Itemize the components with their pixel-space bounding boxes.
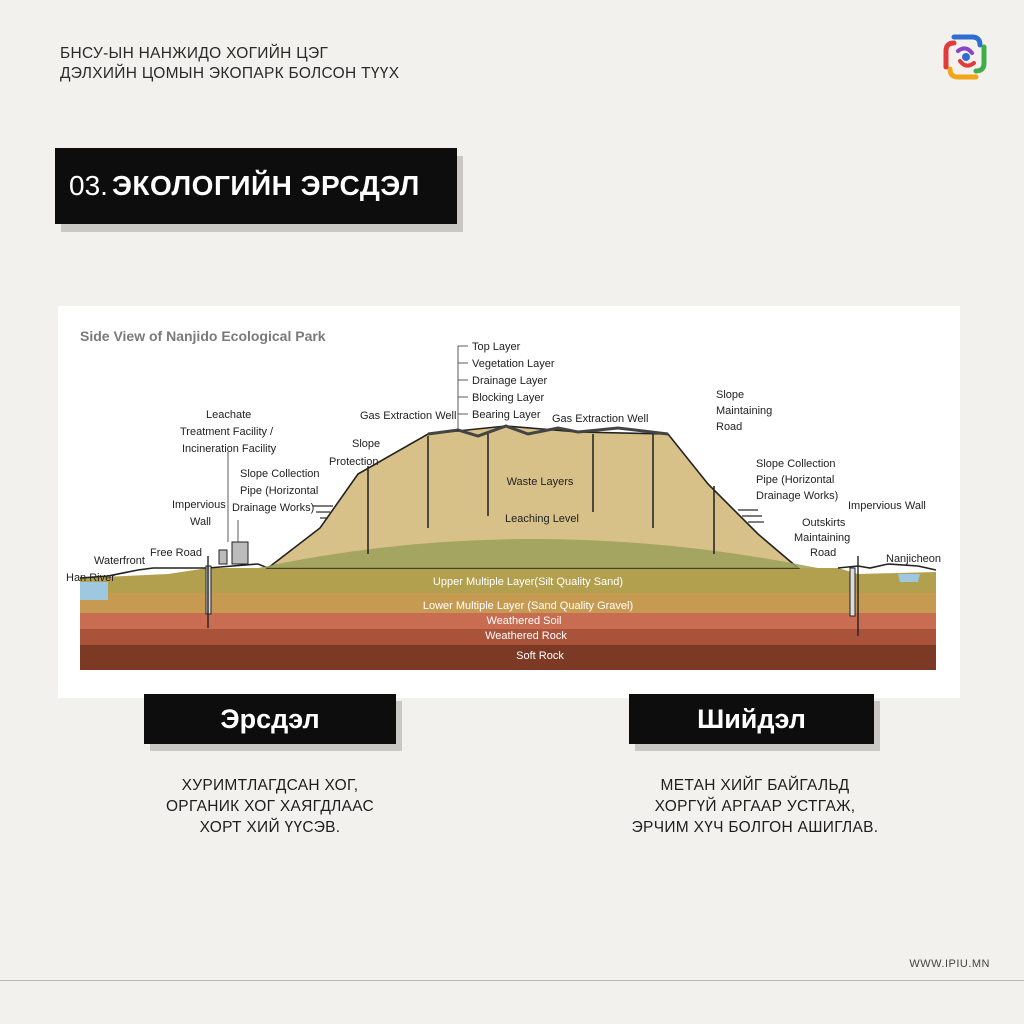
label-outskirts-3: Road	[810, 547, 837, 559]
header-line-1: БНСУ-ЫН НАНЖИДО ХОГИЙН ЦЭГ	[60, 45, 329, 62]
label-drainage-layer: Drainage Layer	[472, 375, 548, 387]
risk-label: Эрсдэл	[220, 703, 320, 734]
label-slope-maintaining-1: Slope	[716, 389, 745, 401]
solution-label: Шийдэл	[697, 703, 806, 734]
nanjicheon-water	[898, 574, 920, 582]
solution-text-line-1: МЕТАН ХИЙГ БАЙГАЛЬД	[660, 777, 850, 794]
han-river-water	[80, 582, 108, 600]
section-number: 03.	[69, 170, 108, 201]
label-han-river: Han River	[66, 572, 115, 584]
label-impervious-left-2: Wall	[190, 516, 211, 528]
brand-logo	[940, 31, 992, 83]
label-free-road: Free Road	[150, 547, 202, 559]
impervious-wall-right	[850, 568, 855, 616]
website-url: WWW.IPIU.MN	[909, 958, 990, 970]
solution-description	[560, 775, 950, 838]
footer-divider	[0, 980, 1024, 981]
label-outskirts-1: Outskirts	[802, 517, 846, 529]
label-slope-collection-left-3: Drainage Works)	[232, 502, 315, 514]
solution-text-line-3: ЭРЧИМ ХҮЧ БОЛГОН АШИГЛАВ.	[631, 819, 879, 836]
section-heading	[55, 148, 457, 224]
label-weathered-rock: Weathered Rock	[485, 630, 567, 642]
risk-text-line-3: ХОРТ ХИЙ ҮҮСЭВ.	[199, 819, 341, 836]
label-gas-well-left: Gas Extraction Well	[360, 410, 457, 422]
label-slope-maintaining-2: Maintaining	[716, 405, 773, 417]
label-outskirts-2: Maintaining	[794, 532, 851, 544]
label-waste-layers: Waste Layers	[506, 476, 574, 488]
header-line-2: ДЭЛХИЙН ЦОМЫН ЭКОПАРК БОЛСОН ТҮҮХ	[60, 65, 400, 82]
label-nanjicheon: Nanjicheon	[886, 553, 942, 565]
label-slope-collection-right-2: Pipe (Horizontal	[756, 474, 835, 486]
label-lower-multiple: Lower Multiple Layer (Sand Quality Gravel)	[422, 600, 634, 612]
leachate-facility-icon	[232, 542, 248, 564]
label-slope-protection-2: Protection	[329, 456, 379, 468]
label-weathered-soil: Weathered Soil	[486, 615, 562, 627]
label-leaching-level: Leaching Level	[504, 513, 580, 525]
label-vegetation-layer: Vegetation Layer	[472, 358, 555, 370]
label-soft-rock: Soft Rock	[516, 650, 564, 662]
landfill-cross-section-diagram	[58, 306, 960, 698]
section-title: ЭКОЛОГИЙН ЭРСДЭЛ	[111, 170, 420, 201]
risk-text-line-1: ХУРИМТЛАГДСАН ХОГ,	[181, 777, 359, 794]
label-gas-well-right: Gas Extraction Well	[552, 413, 649, 425]
label-leachate-3: Incineration Facility	[182, 443, 277, 455]
risk-text-line-2: ОРГАНИК ХОГ ХАЯГДЛААС	[165, 798, 375, 815]
risk-description	[110, 775, 430, 838]
label-top-layer: Top Layer	[472, 341, 521, 353]
label-slope-collection-right-1: Slope Collection	[756, 458, 836, 470]
label-slope-collection-left-1: Slope Collection	[240, 468, 320, 480]
label-slope-collection-right-3: Drainage Works)	[756, 490, 839, 502]
solution-label-box	[629, 694, 874, 744]
label-upper-multiple: Upper Multiple Layer(Silt Quality Sand)	[432, 576, 624, 588]
label-bearing-layer: Bearing Layer	[472, 409, 541, 421]
label-slope-protection-1: Slope	[352, 438, 381, 450]
label-impervious-left-1: Impervious	[172, 499, 226, 511]
label-waterfront: Waterfront	[94, 555, 145, 567]
solution-text-line-2: ХОРГҮЙ АРГААР УСТГАЖ,	[654, 798, 856, 815]
label-blocking-layer: Blocking Layer	[472, 392, 545, 404]
label-leachate-2: Treatment Facility /	[180, 426, 274, 438]
label-impervious-right: Impervious Wall	[848, 500, 926, 512]
soft-rock-layer	[80, 644, 936, 670]
label-slope-collection-left-2: Pipe (Horizontal	[240, 485, 319, 497]
diagram-title: Side View of Nanjido Ecological Park	[80, 328, 326, 344]
label-slope-maintaining-3: Road	[716, 421, 743, 433]
risk-label-box	[144, 694, 396, 744]
header-title	[60, 44, 399, 84]
diagram-svg	[58, 306, 960, 698]
label-leachate-1: Leachate	[206, 409, 252, 421]
